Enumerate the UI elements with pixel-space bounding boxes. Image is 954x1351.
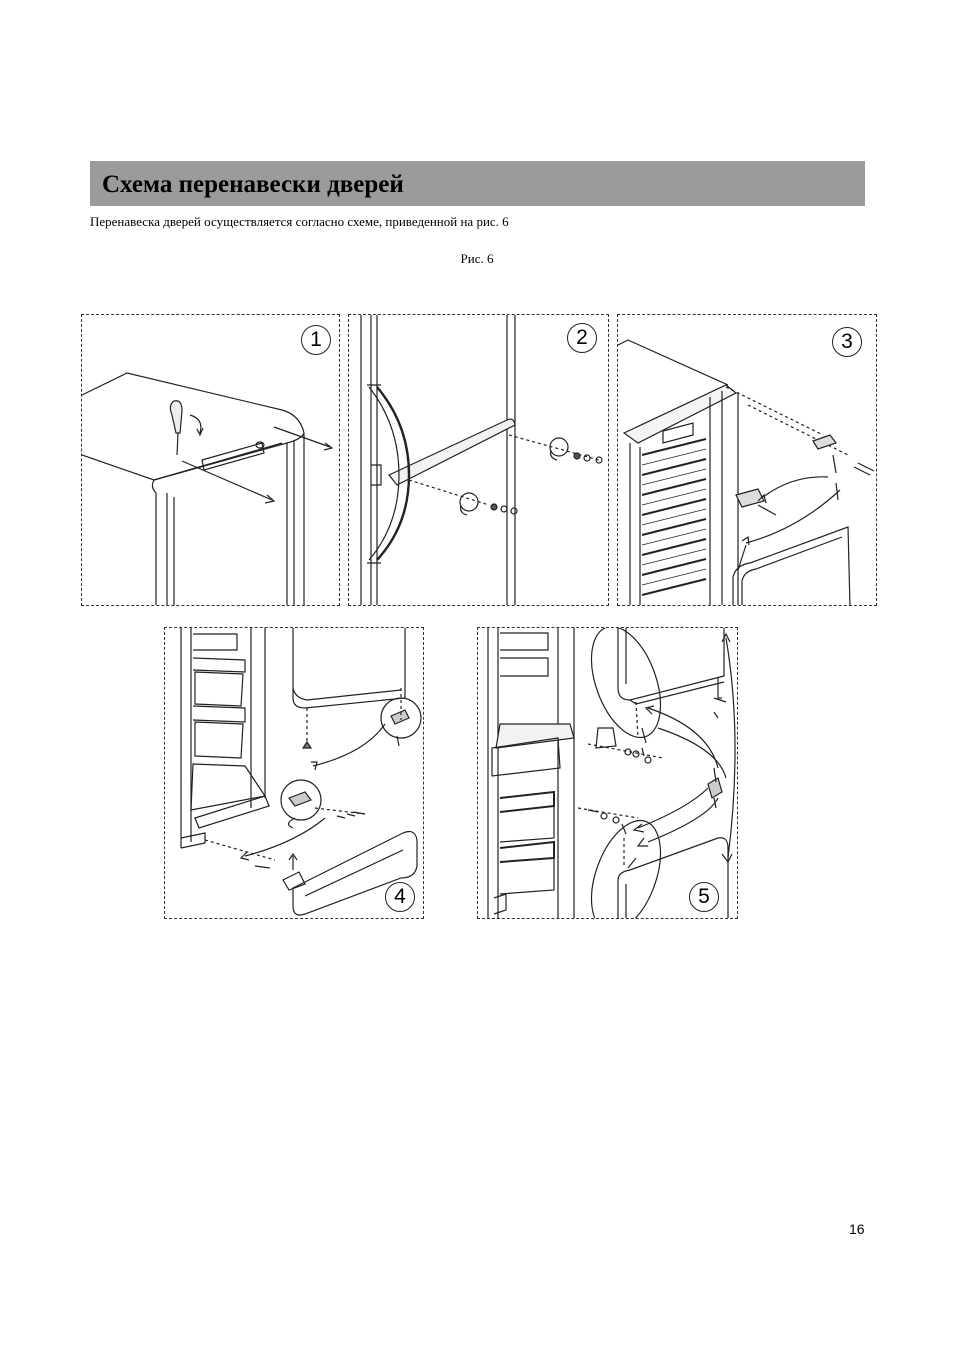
step-5-illustration bbox=[478, 628, 738, 919]
step-1-panel bbox=[81, 314, 340, 606]
step-3-panel bbox=[617, 314, 877, 606]
step-3-illustration bbox=[618, 315, 877, 606]
step-4-panel bbox=[164, 627, 424, 919]
step-2-illustration bbox=[349, 315, 609, 606]
step-5-panel bbox=[477, 627, 738, 919]
intro-text: Перенавеска дверей осуществляется согласно схеме, приведенной на рис. 6 bbox=[90, 214, 509, 229]
step-number: 5 bbox=[689, 882, 719, 912]
step-1-illustration bbox=[82, 315, 340, 606]
step-number: 1 bbox=[301, 325, 331, 355]
section-title-bar bbox=[90, 161, 865, 206]
step-number: 2 bbox=[567, 323, 597, 353]
step-2-panel bbox=[348, 314, 609, 606]
step-number: 4 bbox=[385, 882, 415, 912]
page-number: 16 bbox=[849, 1221, 865, 1237]
step-number: 3 bbox=[832, 327, 862, 357]
figure-caption: Рис. 6 bbox=[460, 251, 494, 266]
section-title: Схема перенавески дверей bbox=[102, 171, 404, 198]
step-4-illustration bbox=[165, 628, 424, 919]
